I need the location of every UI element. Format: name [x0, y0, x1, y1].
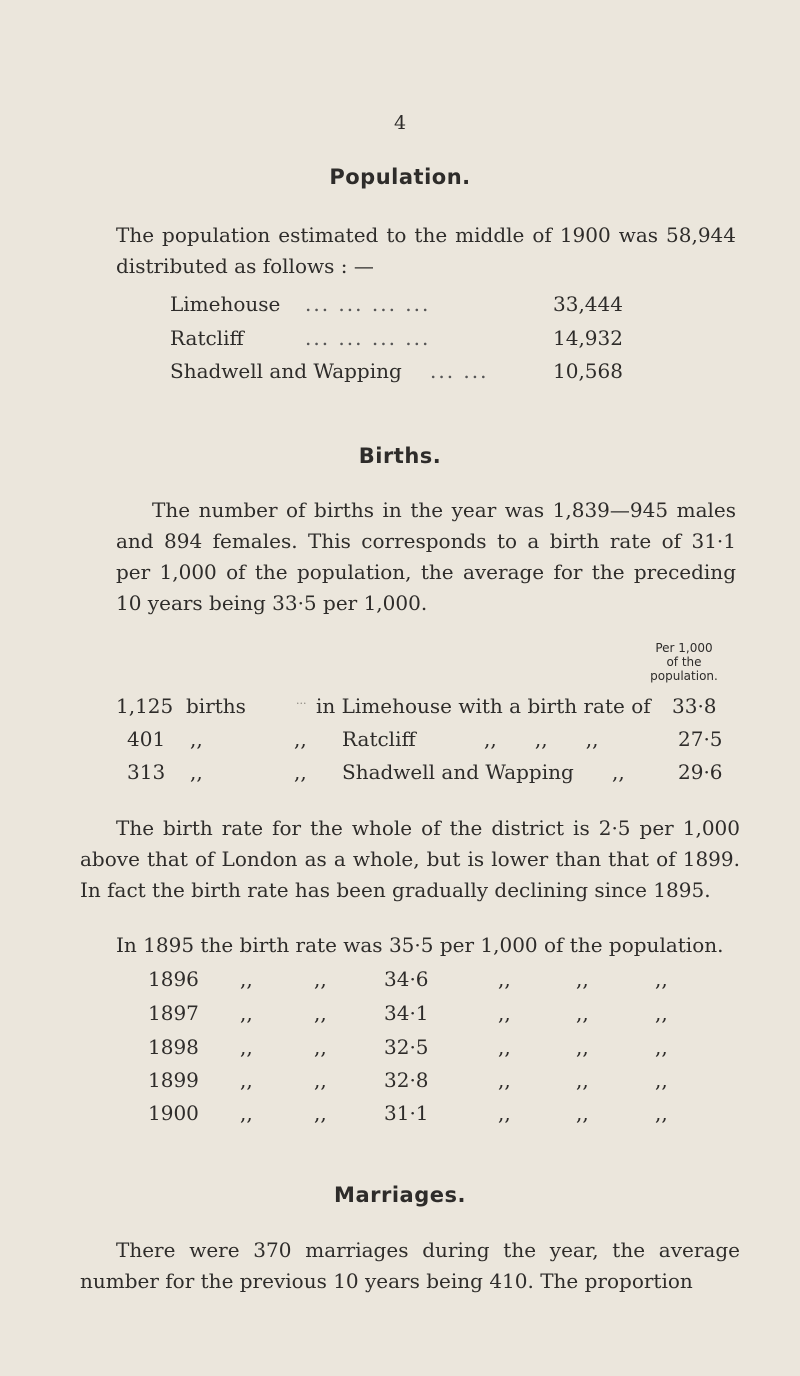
history-ditto: ,,: [314, 1101, 327, 1125]
births-row-ditto-marks: ,,: [612, 760, 625, 784]
births-row-place: Ratcliff: [342, 727, 416, 751]
history-rate: 32·5: [384, 1035, 429, 1059]
history-ditto: ,,: [655, 1068, 668, 1092]
births-column-header-line: Per 1,000: [655, 641, 713, 655]
marriages-heading: Marriages.: [334, 1183, 466, 1207]
history-ditto: ,,: [240, 1001, 253, 1025]
marriages-paragraph: There were 370 marriages during the year, the average number for the previous 10 years being 410. The proportion: [80, 1238, 740, 1293]
births-column-header-line: population.: [650, 669, 718, 683]
history-rate: 35·5: [388, 933, 434, 957]
births-heading: Births.: [358, 444, 442, 468]
history-ditto: ,,: [576, 1001, 589, 1025]
history-ditto: ,,: [576, 1068, 589, 1092]
population-row-district: Shadwell and Wapping: [170, 359, 402, 383]
births-comparison: The birth rate for the whole of the district is 2·5 per 1,000 above that of London as a whole, but is lower than that of 1899. In fact the birth rate has been gradually declining since 1895.: [80, 816, 740, 902]
births-row-unit: ,,: [190, 727, 203, 751]
history-ditto: ,,: [498, 1035, 511, 1059]
history-ditto: ,,: [576, 1101, 589, 1125]
page-number: 4: [393, 112, 407, 134]
history-year: 1896: [148, 967, 199, 991]
history-ditto: ,,: [314, 1035, 327, 1059]
history-ditto: ,,: [655, 1101, 668, 1125]
history-ditto: ,,: [240, 967, 253, 991]
population-row-value: 33,444: [553, 292, 623, 316]
population-row-district: Limehouse: [170, 292, 281, 316]
births-row-count: 313: [127, 760, 166, 784]
history-ditto: ,,: [498, 1101, 511, 1125]
history-ditto: ,,: [314, 967, 327, 991]
population-row-dots: ... ... ... ...: [305, 292, 431, 316]
history-rate: 34·6: [384, 967, 429, 991]
history-prefix: In: [116, 933, 137, 957]
births-column-header: [628, 641, 740, 683]
history-year: 1900: [148, 1101, 199, 1125]
births-row-place: in Limehouse with a birth rate of: [316, 694, 651, 718]
births-row-ditto-marks: ,, ,, ,,: [484, 727, 599, 751]
history-ditto: ,,: [576, 967, 589, 991]
population-row-dots: ... ...: [430, 359, 489, 383]
history-ditto: ,,: [314, 1001, 327, 1025]
history-ditto: ,,: [655, 1035, 668, 1059]
history-year: 1898: [148, 1035, 199, 1059]
history-first-row: [116, 933, 723, 957]
history-ditto: ,,: [576, 1035, 589, 1059]
births-row-ditto: ,,: [294, 760, 307, 784]
births-row-place: Shadwell and Wapping: [342, 760, 574, 784]
population-row-district: Ratcliff: [170, 326, 244, 350]
history-ditto: ,,: [498, 1068, 511, 1092]
births-row-ditto: ...: [296, 694, 307, 707]
population-row-value: 14,932: [553, 326, 623, 350]
births-row-rate: 29·6: [678, 760, 723, 784]
history-ditto: ,,: [655, 1001, 668, 1025]
history-text: the birth rate was: [200, 933, 383, 957]
history-ditto: ,,: [498, 967, 511, 991]
population-intro-text: The population estimated to the middle of 1900 was 58,944 distributed as follows : —: [116, 223, 736, 278]
history-rate: 34·1: [384, 1001, 429, 1025]
history-year: 1899: [148, 1068, 199, 1092]
population-row-value: 10,568: [553, 359, 623, 383]
population-heading: Population.: [329, 165, 471, 189]
history-suffix: per 1,000 of the population.: [439, 933, 724, 957]
births-row-ditto: ,,: [294, 727, 307, 751]
history-ditto: ,,: [240, 1068, 253, 1092]
population-intro: [116, 220, 736, 282]
population-row-dots: ... ... ... ...: [305, 326, 431, 350]
history-year: 1897: [148, 1001, 199, 1025]
births-paragraph: The number of births in the year was 1,839—945 males and 894 females. This corresponds to a birth rate of 31·1 per 1,000 of the population, the average for the preceding 10 years being 33·5 per 1,000.: [116, 498, 736, 615]
history-ditto: ,,: [240, 1035, 253, 1059]
history-ditto: ,,: [240, 1101, 253, 1125]
births-row-unit: births: [186, 694, 246, 718]
births-column-header-line: of the: [666, 655, 702, 669]
births-row-count: 1,125: [116, 694, 174, 718]
history-ditto: ,,: [655, 967, 668, 991]
births-row-unit: ,,: [190, 760, 203, 784]
history-ditto: ,,: [498, 1001, 511, 1025]
history-year: 1895: [143, 933, 195, 957]
history-rate: 31·1: [384, 1101, 429, 1125]
births-row-rate: 27·5: [678, 727, 723, 751]
births-row-rate: 33·8: [672, 694, 717, 718]
births-row-count: 401: [127, 727, 166, 751]
history-ditto: ,,: [314, 1068, 327, 1092]
history-rate: 32·8: [384, 1068, 429, 1092]
